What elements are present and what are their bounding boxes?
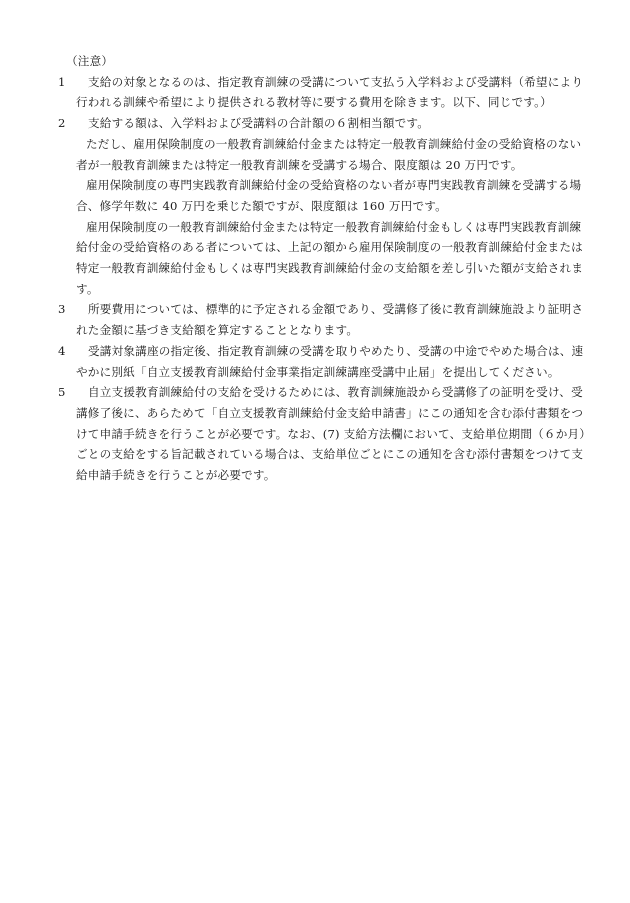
- note-item-number: 4: [58, 343, 66, 358]
- note-paragraph: 所要費用については、標準的に予定される金額であり、受講修了後に教育訓練施設より証明された金額に基づき支給額を算定することとなります。: [76, 302, 584, 338]
- note-paragraph: 受講対象講座の指定後、指定教育訓練の受講を取りやめたり、受講の中途でやめた場合は、速やかに別紙「自立支援教育訓練給付金事業指定訓練講座受講中止届」を提出してください。: [76, 343, 584, 379]
- note-item-number: 5: [58, 385, 66, 400]
- notes-heading: （注意）: [66, 54, 114, 68]
- note-paragraph: 雇用保険制度の一般教育訓練給付金または特定一般教育訓練給付金もしくは専門実践教育訓練給付金の受給資格のある者については、上記の額から雇用保険制度の一般教育訓練給付金または特定一般教育訓練給付金もしくは専門実践教育訓練給付金の支給額を差し引いた額が支給されます。: [76, 219, 584, 296]
- note-item-number: 1: [58, 74, 66, 89]
- note-paragraph: ただし、雇用保険制度の一般教育訓練給付金または特定一般教育訓練給付金の受給資格のない者が一般教育訓練または特定一般教育訓練を受講する場合、限度額は 20 万円です。: [76, 136, 582, 172]
- notes-section: [58, 51, 588, 486]
- note-paragraph: 支給の対象となるのは、指定教育訓練の受講について支払う入学料および受講料（希望により行われる訓練や希望により提供される教材等に要する費用を除きます。以下、同じです。）: [76, 74, 584, 110]
- note-item-number: 3: [58, 302, 66, 317]
- note-paragraph: 雇用保険制度の専門実践教育訓練給付金の受給資格のない者が専門実践教育訓練を受講する場合、修学年数に 40 万円を乗じた額ですが、限度額は 160 万円です。: [76, 178, 582, 213]
- note-paragraph: 支給する額は、入学料および受講料の合計額の６割相当額です。: [88, 116, 430, 131]
- note-item-1: [58, 72, 588, 113]
- note-item-4: [58, 341, 588, 382]
- note-item-number: 2: [58, 116, 66, 131]
- note-paragraph: 自立支援教育訓練給付の支給を受けるためには、教育訓練施設から受講修了の証明を受け、受講修了後に、あらためて「自立支援教育訓練給付金支給申請書」にこの通知を含む添付書類をつけて申請手続きを行うことが必要です。なお、(7) 支給方法欄において、支給単位期間（６か月）ごとの支給をする旨記載されている場合は、支給単位ごとにこの通知を含む添付書類をつけて支給申請手続きを行うことが必要です。: [76, 385, 586, 483]
- note-item-2: [58, 113, 588, 299]
- note-item-3: [58, 299, 588, 340]
- note-item-5: [58, 382, 588, 486]
